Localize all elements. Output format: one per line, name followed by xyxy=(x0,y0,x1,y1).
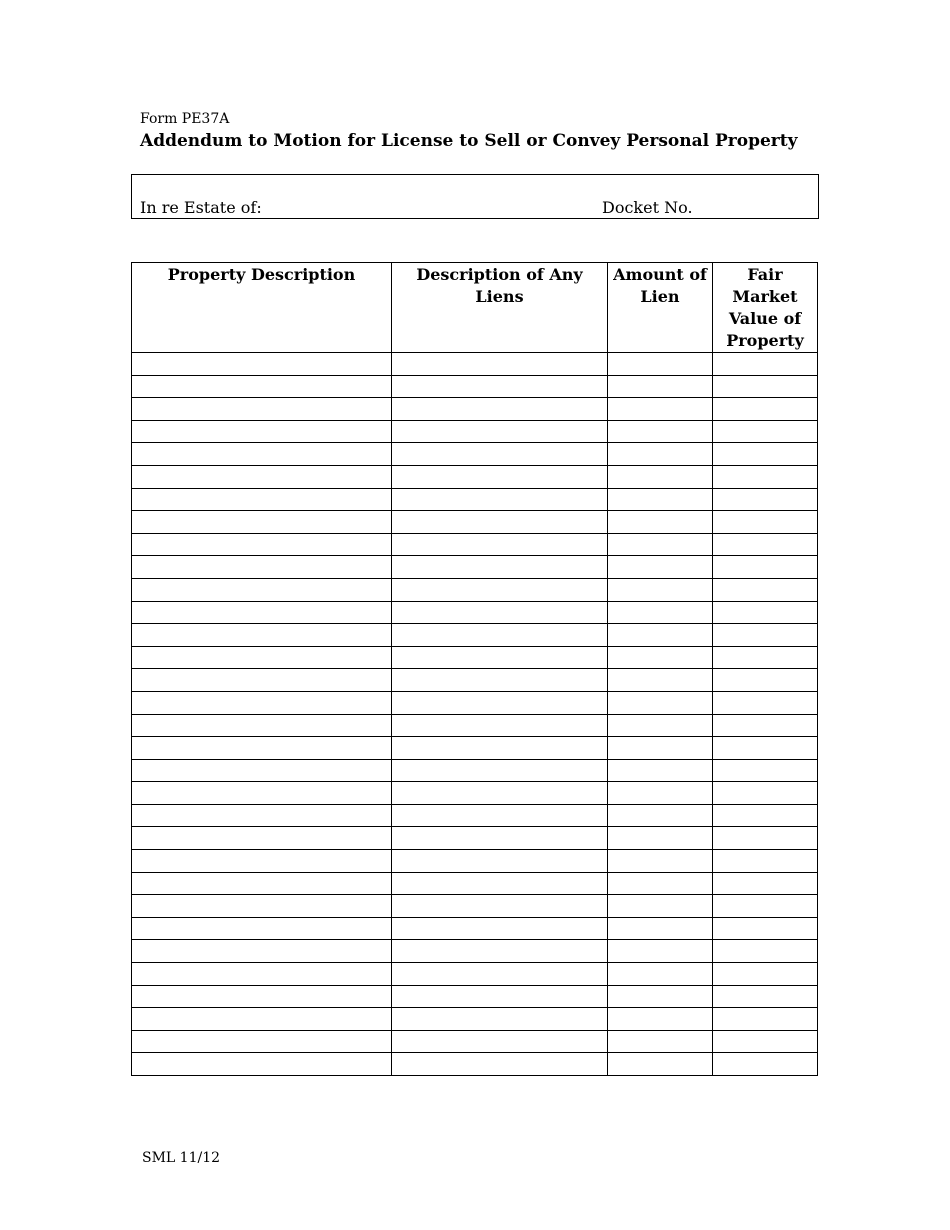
lien-description-cell[interactable] xyxy=(392,646,608,669)
property-description-cell[interactable] xyxy=(132,804,392,827)
lien-amount-cell[interactable] xyxy=(608,827,713,850)
property-description-cell[interactable] xyxy=(132,985,392,1008)
fair-market-value-cell[interactable] xyxy=(713,669,818,692)
lien-description-cell[interactable] xyxy=(392,601,608,624)
fair-market-value-cell[interactable] xyxy=(713,624,818,647)
lien-amount-cell[interactable] xyxy=(608,353,713,376)
header-row xyxy=(132,263,818,353)
lien-amount-cell[interactable] xyxy=(608,578,713,601)
property-description-cell[interactable] xyxy=(132,917,392,940)
fair-market-value-cell[interactable] xyxy=(713,533,818,556)
table-row xyxy=(132,646,818,669)
fair-market-value-cell[interactable] xyxy=(713,375,818,398)
property-description-cell[interactable] xyxy=(132,1008,392,1031)
table-row xyxy=(132,782,818,805)
lien-amount-cell[interactable] xyxy=(608,511,713,534)
lien-amount-cell[interactable] xyxy=(608,375,713,398)
fair-market-value-cell[interactable] xyxy=(713,782,818,805)
table-row xyxy=(132,1053,818,1076)
table-row xyxy=(132,420,818,443)
lien-description-cell[interactable] xyxy=(392,827,608,850)
fair-market-value-cell[interactable] xyxy=(713,804,818,827)
lien-amount-cell[interactable] xyxy=(608,624,713,647)
lien-amount-cell[interactable] xyxy=(608,895,713,918)
lien-amount-cell[interactable] xyxy=(608,465,713,488)
fair-market-value-cell[interactable] xyxy=(713,737,818,760)
property-description-cell[interactable] xyxy=(132,1053,392,1076)
property-description-cell[interactable] xyxy=(132,940,392,963)
fair-market-value-cell[interactable] xyxy=(713,556,818,579)
table-row xyxy=(132,691,818,714)
table-row xyxy=(132,375,818,398)
fair-market-value-cell[interactable] xyxy=(713,963,818,986)
table-row xyxy=(132,917,818,940)
lien-amount-cell[interactable] xyxy=(608,917,713,940)
lien-description-cell[interactable] xyxy=(392,850,608,873)
fair-market-value-cell[interactable] xyxy=(713,691,818,714)
property-description-cell[interactable] xyxy=(132,963,392,986)
table-row xyxy=(132,353,818,376)
lien-description-cell[interactable] xyxy=(392,895,608,918)
estate-box xyxy=(131,174,819,219)
lien-description-cell[interactable] xyxy=(392,511,608,534)
fair-market-value-cell[interactable] xyxy=(713,1053,818,1076)
fair-market-value-cell[interactable] xyxy=(713,578,818,601)
fair-market-value-cell[interactable] xyxy=(713,1030,818,1053)
table-row xyxy=(132,443,818,466)
lien-description-cell[interactable] xyxy=(392,985,608,1008)
lien-amount-cell[interactable] xyxy=(608,1030,713,1053)
lien-amount-cell[interactable] xyxy=(608,691,713,714)
table-row xyxy=(132,940,818,963)
fair-market-value-cell[interactable] xyxy=(713,646,818,669)
fair-market-value-cell[interactable] xyxy=(713,827,818,850)
property-description-cell[interactable] xyxy=(132,353,392,376)
property-description-cell[interactable] xyxy=(132,533,392,556)
property-description-cell[interactable] xyxy=(132,465,392,488)
lien-description-cell[interactable] xyxy=(392,1030,608,1053)
lien-amount-cell[interactable] xyxy=(608,556,713,579)
lien-amount-cell[interactable] xyxy=(608,985,713,1008)
property-description-cell[interactable] xyxy=(132,782,392,805)
table-row xyxy=(132,963,818,986)
property-description-cell[interactable] xyxy=(132,488,392,511)
table-body xyxy=(132,353,818,1076)
lien-description-cell[interactable] xyxy=(392,940,608,963)
lien-description-cell[interactable] xyxy=(392,420,608,443)
lien-amount-cell[interactable] xyxy=(608,759,713,782)
table-row xyxy=(132,624,818,647)
form-id: Form PE37A xyxy=(140,111,230,127)
table-row xyxy=(132,804,818,827)
lien-amount-cell[interactable] xyxy=(608,398,713,421)
footer-code: SML 11/12 xyxy=(142,1150,221,1166)
lien-description-cell[interactable] xyxy=(392,714,608,737)
lien-amount-cell[interactable] xyxy=(608,804,713,827)
lien-amount-cell[interactable] xyxy=(608,533,713,556)
property-table xyxy=(131,262,818,1076)
lien-amount-cell[interactable] xyxy=(608,940,713,963)
fair-market-value-cell[interactable] xyxy=(713,1008,818,1031)
lien-description-cell[interactable] xyxy=(392,917,608,940)
lien-description-cell[interactable] xyxy=(392,624,608,647)
fair-market-value-cell[interactable] xyxy=(713,420,818,443)
fair-market-value-cell[interactable] xyxy=(713,872,818,895)
lien-description-cell[interactable] xyxy=(392,669,608,692)
table-row xyxy=(132,465,818,488)
lien-amount-cell[interactable] xyxy=(608,488,713,511)
property-description-cell[interactable] xyxy=(132,850,392,873)
lien-description-cell[interactable] xyxy=(392,963,608,986)
property-description-cell[interactable] xyxy=(132,511,392,534)
table-row xyxy=(132,872,818,895)
lien-description-cell[interactable] xyxy=(392,782,608,805)
table-row xyxy=(132,737,818,760)
fair-market-value-cell[interactable] xyxy=(713,985,818,1008)
fair-market-value-cell[interactable] xyxy=(713,398,818,421)
fair-market-value-cell[interactable] xyxy=(713,353,818,376)
lien-amount-cell[interactable] xyxy=(608,850,713,873)
property-description-cell[interactable] xyxy=(132,601,392,624)
lien-description-cell[interactable] xyxy=(392,375,608,398)
lien-amount-cell[interactable] xyxy=(608,963,713,986)
lien-amount-cell[interactable] xyxy=(608,1053,713,1076)
fair-market-value-cell[interactable] xyxy=(713,511,818,534)
property-description-cell[interactable] xyxy=(132,759,392,782)
property-description-cell[interactable] xyxy=(132,443,392,466)
table-row xyxy=(132,556,818,579)
fair-market-value-cell[interactable] xyxy=(713,714,818,737)
property-description-cell[interactable] xyxy=(132,1030,392,1053)
lien-amount-cell[interactable] xyxy=(608,782,713,805)
docket-label: Docket No. xyxy=(602,198,693,217)
table-row xyxy=(132,1008,818,1031)
header-fair-market-value: Fair Market Value of Property xyxy=(713,263,818,353)
lien-amount-cell[interactable] xyxy=(608,669,713,692)
fair-market-value-cell[interactable] xyxy=(713,940,818,963)
lien-description-cell[interactable] xyxy=(392,691,608,714)
lien-description-cell[interactable] xyxy=(392,556,608,579)
table-row xyxy=(132,511,818,534)
table-row xyxy=(132,827,818,850)
fair-market-value-cell[interactable] xyxy=(713,488,818,511)
table-row xyxy=(132,714,818,737)
lien-description-cell[interactable] xyxy=(392,443,608,466)
property-description-cell[interactable] xyxy=(132,872,392,895)
lien-description-cell[interactable] xyxy=(392,533,608,556)
table-row xyxy=(132,578,818,601)
estate-label: In re Estate of: xyxy=(140,198,262,217)
fair-market-value-cell[interactable] xyxy=(713,850,818,873)
lien-description-cell[interactable] xyxy=(392,353,608,376)
property-description-cell[interactable] xyxy=(132,556,392,579)
property-description-cell[interactable] xyxy=(132,691,392,714)
lien-amount-cell[interactable] xyxy=(608,737,713,760)
table-row xyxy=(132,895,818,918)
property-description-cell[interactable] xyxy=(132,375,392,398)
lien-description-cell[interactable] xyxy=(392,578,608,601)
lien-amount-cell[interactable] xyxy=(608,646,713,669)
lien-description-cell[interactable] xyxy=(392,398,608,421)
lien-description-cell[interactable] xyxy=(392,488,608,511)
property-description-cell[interactable] xyxy=(132,895,392,918)
lien-description-cell[interactable] xyxy=(392,872,608,895)
header-lien-description: Description of Any Liens xyxy=(392,263,608,353)
lien-amount-cell[interactable] xyxy=(608,601,713,624)
table-row xyxy=(132,669,818,692)
fair-market-value-cell[interactable] xyxy=(713,895,818,918)
lien-amount-cell[interactable] xyxy=(608,443,713,466)
lien-description-cell[interactable] xyxy=(392,804,608,827)
lien-description-cell[interactable] xyxy=(392,1053,608,1076)
property-description-cell[interactable] xyxy=(132,714,392,737)
property-description-cell[interactable] xyxy=(132,420,392,443)
fair-market-value-cell[interactable] xyxy=(713,601,818,624)
table-row xyxy=(132,985,818,1008)
lien-description-cell[interactable] xyxy=(392,759,608,782)
lien-description-cell[interactable] xyxy=(392,737,608,760)
fair-market-value-cell[interactable] xyxy=(713,465,818,488)
property-description-cell[interactable] xyxy=(132,398,392,421)
fair-market-value-cell[interactable] xyxy=(713,759,818,782)
lien-amount-cell[interactable] xyxy=(608,714,713,737)
header-property-description: Property Description xyxy=(132,263,392,353)
table-row xyxy=(132,533,818,556)
lien-description-cell[interactable] xyxy=(392,1008,608,1031)
property-description-cell[interactable] xyxy=(132,669,392,692)
lien-amount-cell[interactable] xyxy=(608,420,713,443)
property-description-cell[interactable] xyxy=(132,827,392,850)
table-row xyxy=(132,488,818,511)
table-row xyxy=(132,1030,818,1053)
lien-amount-cell[interactable] xyxy=(608,1008,713,1031)
header-lien-amount: Amount of Lien xyxy=(608,263,713,353)
lien-description-cell[interactable] xyxy=(392,465,608,488)
table-row xyxy=(132,601,818,624)
fair-market-value-cell[interactable] xyxy=(713,443,818,466)
fair-market-value-cell[interactable] xyxy=(713,917,818,940)
table-row xyxy=(132,850,818,873)
property-description-cell[interactable] xyxy=(132,737,392,760)
property-description-cell[interactable] xyxy=(132,624,392,647)
form-title: Addendum to Motion for License to Sell or Convey Personal Property xyxy=(140,131,798,151)
property-description-cell[interactable] xyxy=(132,646,392,669)
table-row xyxy=(132,759,818,782)
lien-amount-cell[interactable] xyxy=(608,872,713,895)
property-description-cell[interactable] xyxy=(132,578,392,601)
table-row xyxy=(132,398,818,421)
